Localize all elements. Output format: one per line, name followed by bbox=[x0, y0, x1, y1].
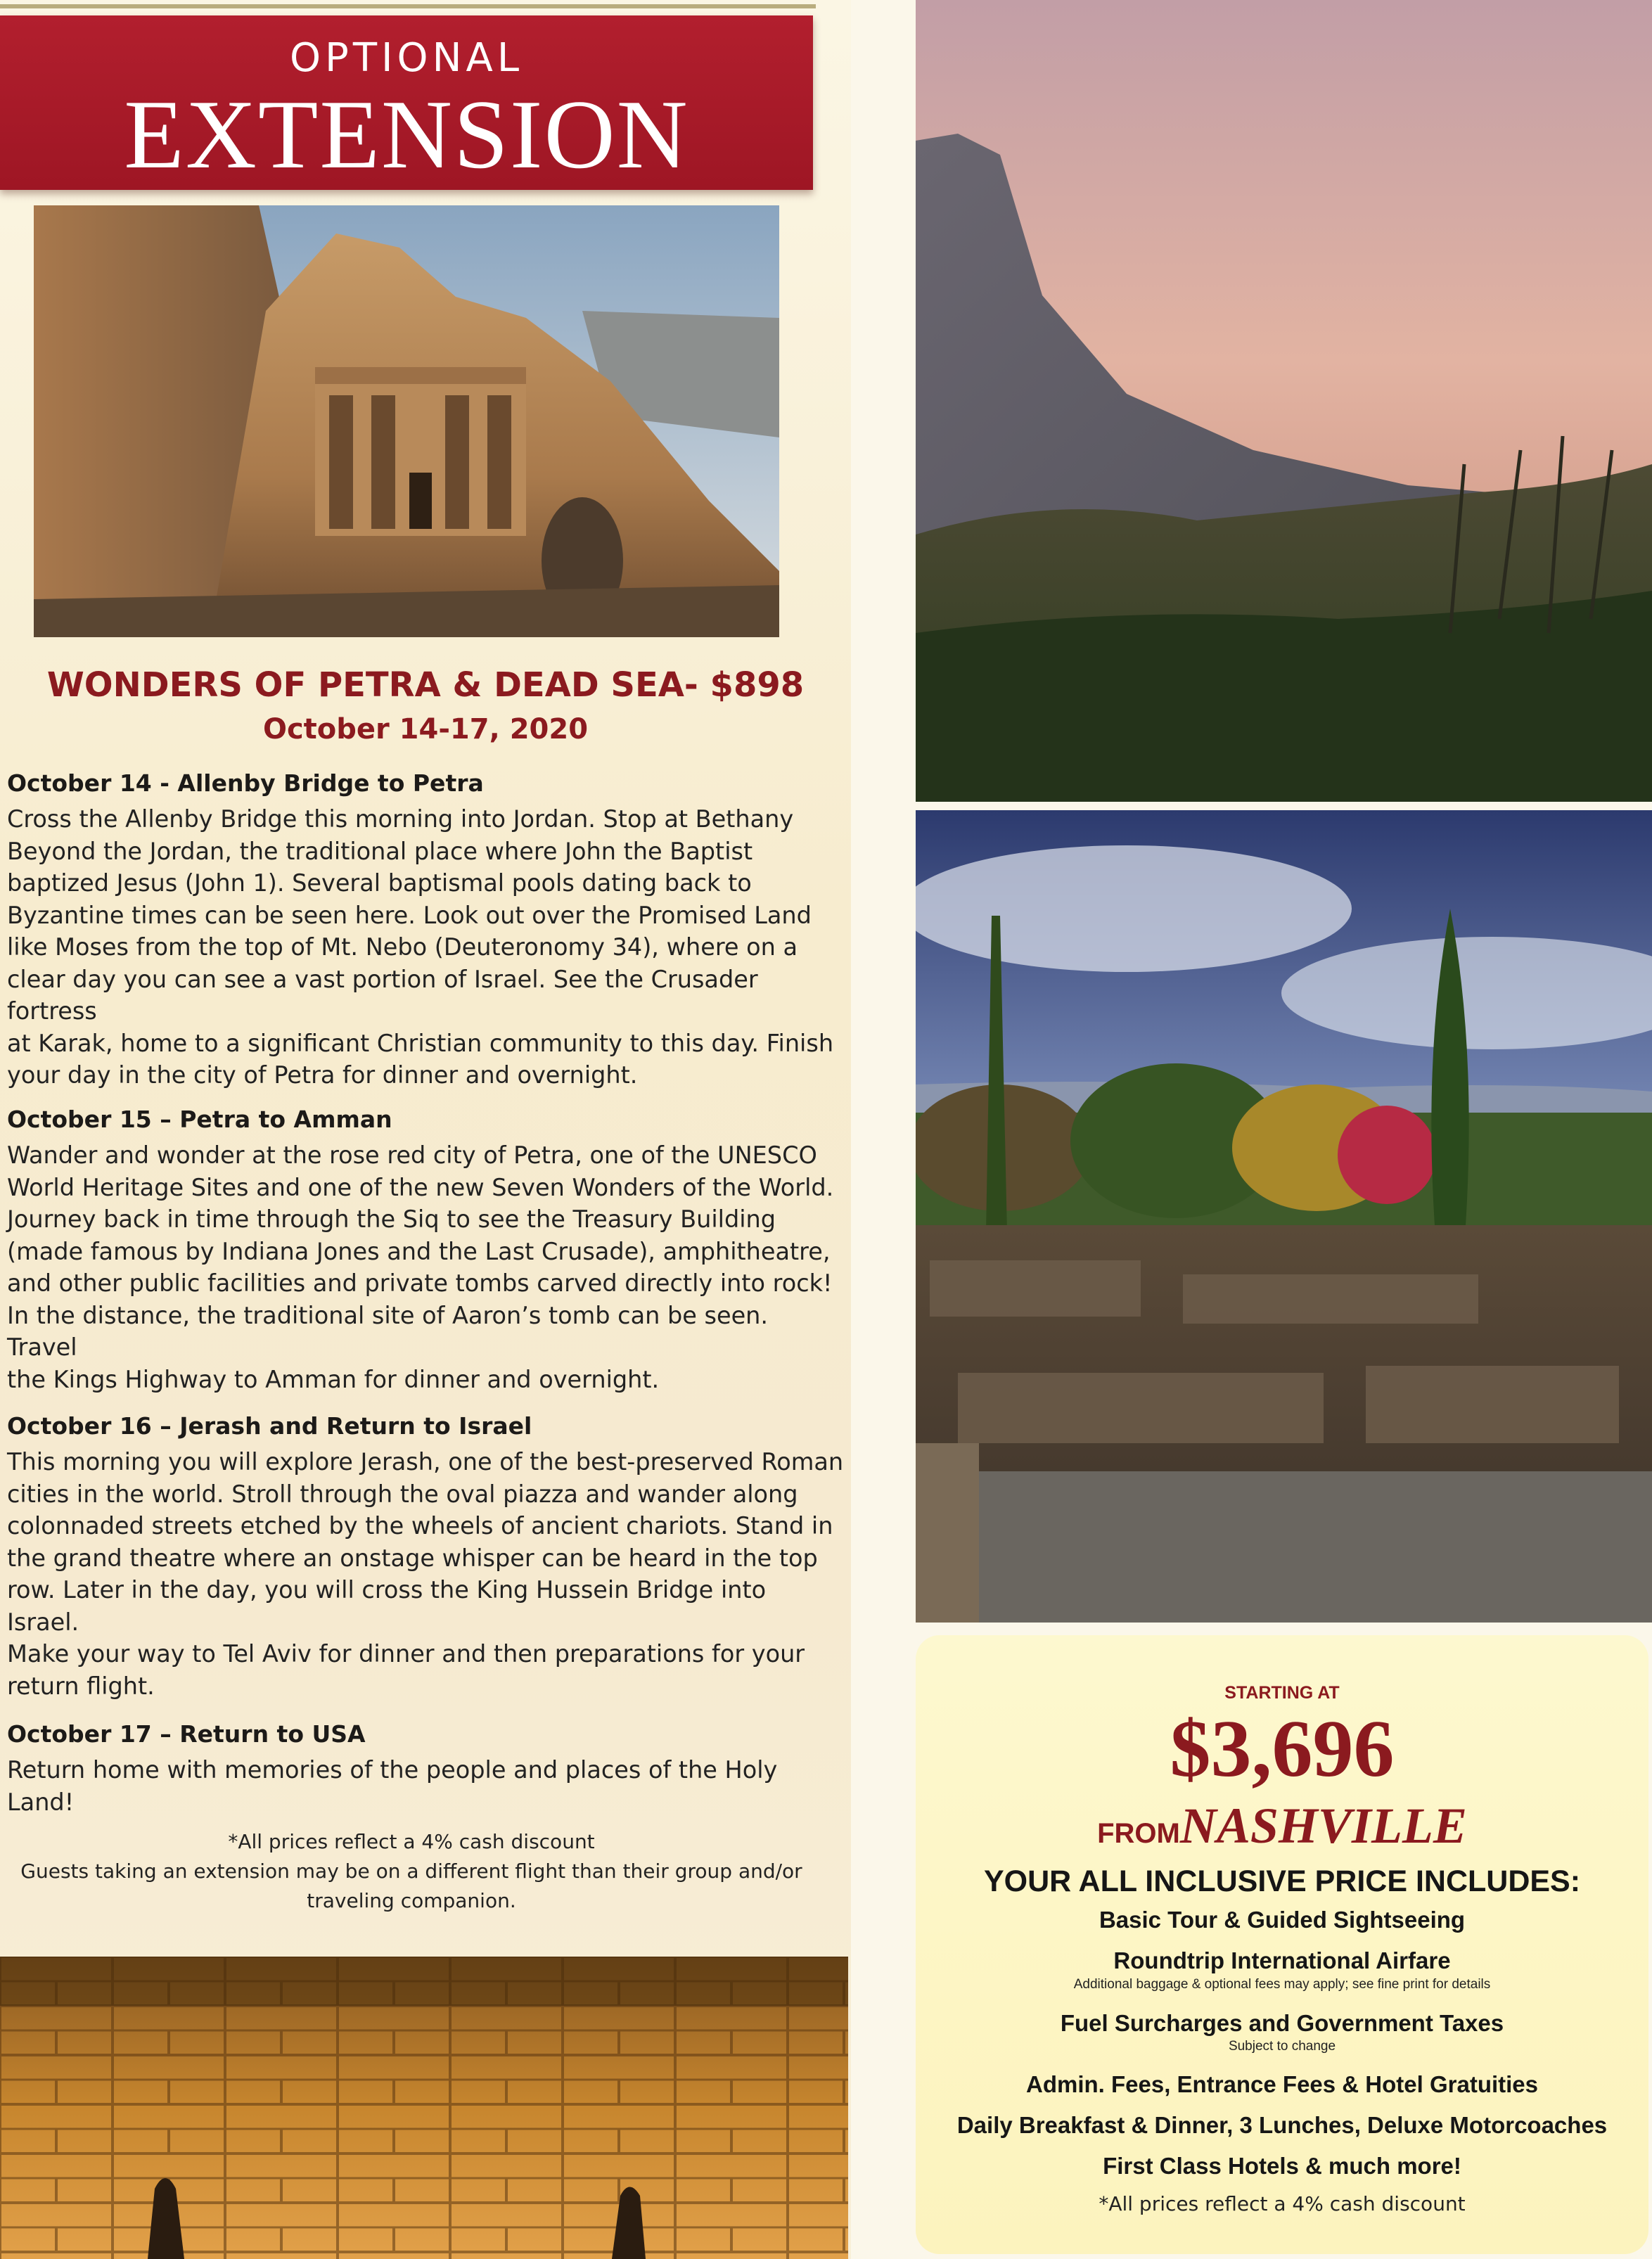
text-line: at Karak, home to a significant Christian community to this day. Finish bbox=[7, 1029, 834, 1057]
capernaum-ruins-photo bbox=[916, 810, 1652, 1623]
cash-discount-note: *All prices reflect a 4% cash discount bbox=[228, 1830, 595, 1853]
galilee-mountain-photo bbox=[916, 0, 1652, 802]
include-item: First Class Hotels & much more! bbox=[1103, 2153, 1461, 2179]
include-item: Daily Breakfast & Dinner, 3 Lunches, Deluxe Motorcoaches bbox=[956, 2112, 1608, 2138]
extension-title: WONDERS OF PETRA & DEAD SEA- $898 bbox=[46, 665, 805, 705]
from-label: FROM bbox=[1097, 1818, 1180, 1849]
text-line: World Heritage Sites and one of the new Seven Wonders of the World. bbox=[7, 1173, 834, 1201]
price-disclaimer: *All prices reflect a 4% cash discount bbox=[1099, 2192, 1466, 2215]
day-heading-oct-17: October 17 – Return to USA bbox=[7, 1720, 366, 1748]
text-line: Beyond the Jordan, the traditional place where John the Baptist bbox=[7, 837, 753, 865]
include-note: Additional baggage & optional fees may apply; see fine print for details bbox=[1073, 1977, 1491, 1992]
price-box bbox=[916, 1635, 1648, 2254]
departure-city bbox=[916, 1797, 1648, 1855]
starting-at-label: STARTING AT bbox=[1224, 1683, 1340, 1703]
text-line: Make your way to Tel Aviv for dinner and then preparations for your bbox=[7, 1640, 805, 1668]
text-line: (made famous by Indiana Jones and the Last Crusade), amphitheatre, bbox=[7, 1237, 831, 1265]
text-line: baptized Jesus (John 1). Several baptismal pools dating back to bbox=[7, 869, 752, 897]
include-item: Admin. Fees, Entrance Fees & Hotel Gratuities bbox=[1025, 2071, 1539, 2097]
flight-note-continued: traveling companion. bbox=[307, 1889, 516, 1912]
text-line: clear day you can see a vast portion of Israel. See the Crusader fortress bbox=[7, 965, 758, 1025]
day-description-oct-14 bbox=[7, 803, 844, 1092]
text-line: row. Later in the day, you will cross the King Hussein Bridge into Israel. bbox=[7, 1576, 767, 1636]
text-line: Journey back in time through the Siq to see the Treasury Building bbox=[7, 1205, 776, 1233]
text-line: and other public facilities and private tombs carved directly into rock! bbox=[7, 1269, 833, 1297]
extension-notes bbox=[0, 1827, 823, 1916]
day-description-oct-15 bbox=[7, 1139, 844, 1395]
text-line: the Kings Highway to Amman for dinner and overnight. bbox=[7, 1365, 660, 1393]
tour-price: $3,696 bbox=[1170, 1704, 1395, 1794]
extension-banner bbox=[0, 15, 813, 190]
text-line: Wander and wonder at the rose red city of Petra, one of the UNESCO bbox=[7, 1141, 817, 1169]
text-line: Byzantine times can be seen here. Look out over the Promised Land bbox=[7, 901, 812, 929]
flight-note: Guests taking an extension may be on a different flight than their group and/or bbox=[20, 1860, 802, 1883]
day-heading-oct-16: October 16 – Jerash and Return to Israel bbox=[7, 1412, 532, 1440]
western-wall-photo bbox=[0, 1957, 848, 2259]
text-line: cities in the world. Stroll through the oval piazza and wander along bbox=[7, 1480, 798, 1508]
text-line: This morning you will explore Jerash, one of the best-preserved Roman bbox=[7, 1448, 844, 1476]
day-heading-oct-15: October 15 – Petra to Amman bbox=[7, 1106, 392, 1133]
city-name: NASHVILLE bbox=[1179, 1798, 1467, 1854]
includes-heading: YOUR ALL INCLUSIVE PRICE INCLUDES: bbox=[983, 1864, 1581, 1898]
text-line: like Moses from the top of Mt. Nebo (Deuteronomy 34), where on a bbox=[7, 933, 798, 961]
petra-monastery-photo bbox=[34, 205, 779, 637]
include-item: Roundtrip International Airfare bbox=[1113, 1947, 1451, 1973]
day-heading-oct-14: October 14 - Allenby Bridge to Petra bbox=[7, 769, 484, 797]
text-line: the grand theatre where an onstage whisper can be heard in the top bbox=[7, 1544, 818, 1572]
banner-subtitle: OPTIONAL bbox=[289, 35, 524, 81]
include-item: Basic Tour & Guided Sightseeing bbox=[1099, 1907, 1466, 1933]
extension-dates: October 14-17, 2020 bbox=[262, 713, 589, 745]
text-line: colonnaded streets etched by the wheels of ancient chariots. Stand in bbox=[7, 1512, 833, 1540]
include-note: Subject to change bbox=[1228, 2039, 1336, 2054]
text-line: In the distance, the traditional site of Aaron’s tomb can be seen. Travel bbox=[7, 1301, 769, 1361]
top-rule bbox=[0, 4, 816, 8]
include-item: Fuel Surcharges and Government Taxes bbox=[1060, 2010, 1504, 2036]
text-line: Land! bbox=[7, 1788, 75, 1816]
text-line: return flight. bbox=[7, 1672, 155, 1700]
text-line: Return home with memories of the people and places of the Holy bbox=[7, 1756, 778, 1784]
day-description-oct-16 bbox=[7, 1446, 844, 1702]
text-line: your day in the city of Petra for dinner and overnight. bbox=[7, 1061, 638, 1089]
text-line: Cross the Allenby Bridge this morning into Jordan. Stop at Bethany bbox=[7, 805, 794, 833]
day-description-oct-17 bbox=[7, 1754, 844, 1818]
banner-title: EXTENSION bbox=[124, 80, 689, 189]
